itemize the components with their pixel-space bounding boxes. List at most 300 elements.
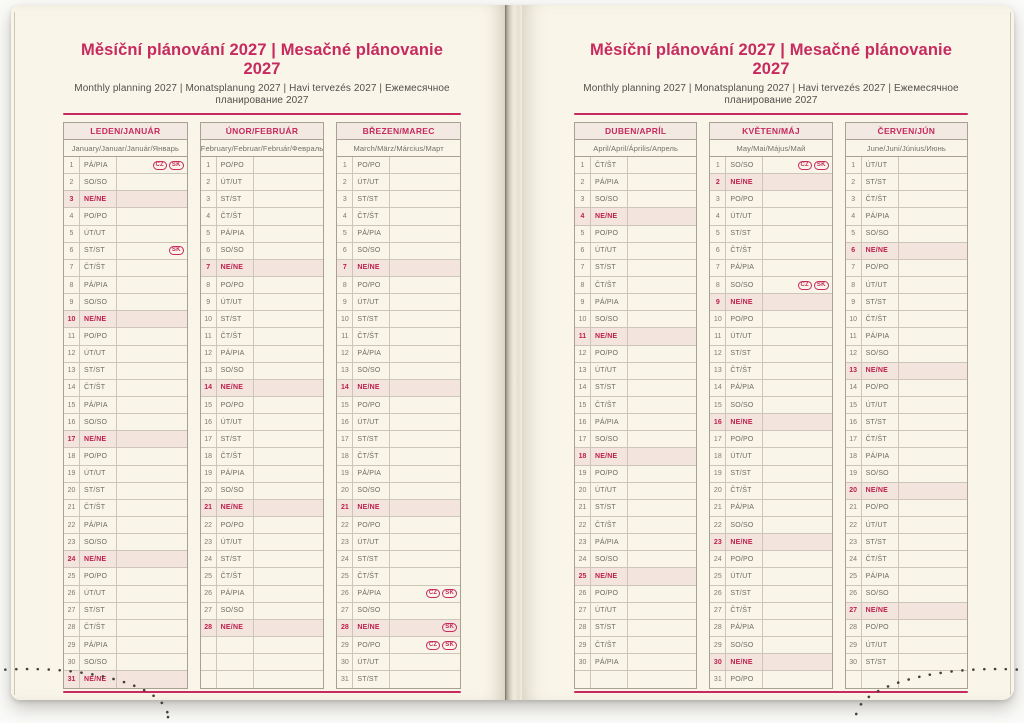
day-row [846,620,967,637]
day-row [710,517,831,534]
day-number: 13 [710,363,726,379]
day-of-week: ÚT/UT [726,208,763,224]
day-notes [117,191,187,207]
day-number: 2 [64,174,80,190]
day-number: 12 [710,346,726,362]
day-of-week: SO/SO [726,277,763,293]
day-of-week: PÁ/PIA [80,517,117,533]
day-row [64,277,187,294]
day-notes [628,603,696,619]
day-row [64,208,187,225]
day-number: 8 [710,277,726,293]
day-number: 17 [201,431,217,447]
day-number: 9 [337,294,353,310]
day-of-week: NE/NE [726,534,763,550]
day-row [201,466,324,483]
months-row [63,122,461,689]
day-number: 19 [64,466,80,482]
day-of-week: ČT/ŠT [217,208,254,224]
day-number: 16 [846,414,862,430]
day-of-week: ST/ST [217,431,254,447]
day-row [201,483,324,500]
day-notes [628,174,696,190]
day-of-week: ČT/ŠT [80,260,117,276]
month-table [845,122,968,689]
day-notes [899,517,967,533]
day-row [337,654,460,671]
day-of-week: PO/PO [80,328,117,344]
day-row [846,586,967,603]
day-notes [899,208,967,224]
day-notes [117,380,187,396]
day-number: 11 [710,328,726,344]
day-notes [899,174,967,190]
day-row [575,551,696,568]
day-notes [117,671,187,688]
day-row [64,294,187,311]
day-of-week: SO/SO [862,346,899,362]
day-notes [390,466,460,482]
day-row [846,551,967,568]
day-notes [390,603,460,619]
day-number: 13 [846,363,862,379]
day-notes [899,380,967,396]
day-notes [899,603,967,619]
day-row [337,586,460,603]
day-notes [763,620,831,636]
day-of-week: ST/ST [862,294,899,310]
day-notes [390,551,460,567]
page-subtitle: Monthly planning 2027 | Monatsplanung 2027 | Havi tervezés 2027 | Ежемесячное планирование 2027 [583,83,959,106]
day-notes [117,414,187,430]
day-number: 22 [201,517,217,533]
day-notes [117,431,187,447]
month-title: LEDEN/JANUÁR [64,123,187,140]
month-table [200,122,325,689]
day-number [201,637,217,653]
day-of-week: ST/ST [80,603,117,619]
holiday-badge-cz: CZ [426,641,440,650]
day-row [846,208,967,225]
day-number: 24 [337,551,353,567]
day-row [575,603,696,620]
day-of-week [591,671,628,688]
day-number: 19 [337,466,353,482]
day-number: 25 [201,568,217,584]
day-of-week: PO/PO [353,157,390,173]
month-languages: May/Mai/Május/Май [710,140,831,157]
day-notes [390,534,460,550]
day-number: 1 [846,157,862,173]
bottom-rule [63,691,461,693]
day-notes [763,603,831,619]
day-of-week: ČT/ŠT [726,483,763,499]
day-number: 28 [337,620,353,636]
day-notes [763,294,831,310]
day-row [64,483,187,500]
day-of-week: ST/ST [726,466,763,482]
day-notes [254,277,324,293]
day-number: 5 [710,226,726,242]
day-of-week [217,637,254,653]
day-number: 15 [64,397,80,413]
day-number: 12 [201,346,217,362]
day-notes [628,500,696,516]
day-number: 19 [575,466,591,482]
day-notes [763,466,831,482]
day-notes [628,620,696,636]
day-notes [763,414,831,430]
day-of-week: ČT/ŠT [862,431,899,447]
day-of-week: SO/SO [726,517,763,533]
day-notes [390,226,460,242]
day-notes [254,328,324,344]
day-row [710,380,831,397]
day-row [575,157,696,174]
day-number: 2 [201,174,217,190]
day-notes [899,157,967,173]
day-number: 6 [64,243,80,259]
day-notes [390,500,460,516]
day-notes [390,671,460,688]
holiday-badge-cz: CZ [798,281,812,290]
day-number [846,671,862,688]
day-of-week: ÚT/UT [726,328,763,344]
day-number: 1 [575,157,591,173]
day-notes [254,174,324,190]
day-of-week: PO/PO [726,551,763,567]
day-row [710,311,831,328]
day-notes [899,191,967,207]
day-number: 25 [337,568,353,584]
day-number: 2 [846,174,862,190]
day-of-week: ČT/ŠT [726,363,763,379]
day-number: 23 [337,534,353,550]
day-notes [254,448,324,464]
day-row [337,534,460,551]
day-of-week: ČT/ŠT [862,551,899,567]
day-row [337,620,460,637]
day-row [337,311,460,328]
day-number: 12 [337,346,353,362]
day-number: 21 [337,500,353,516]
day-row [64,448,187,465]
month-grid [846,157,967,688]
day-of-week: ČT/ŠT [80,620,117,636]
day-of-week: ÚT/UT [862,637,899,653]
day-number: 20 [846,483,862,499]
day-number: 15 [846,397,862,413]
day-number: 6 [710,243,726,259]
day-of-week: ÚT/UT [862,517,899,533]
day-of-week: PÁ/PIA [591,414,628,430]
month-grid [201,157,324,688]
day-row [846,448,967,465]
day-row [64,174,187,191]
day-notes [628,397,696,413]
day-of-week: SO/SO [862,466,899,482]
day-number: 10 [710,311,726,327]
day-number: 27 [846,603,862,619]
day-number: 30 [575,654,591,670]
day-row [710,414,831,431]
day-notes [763,363,831,379]
day-row [64,568,187,585]
day-notes [390,243,460,259]
day-row [201,397,324,414]
day-of-week: PÁ/PIA [353,466,390,482]
day-number: 10 [337,311,353,327]
day-row [575,448,696,465]
day-notes [117,260,187,276]
day-of-week: NE/NE [591,208,628,224]
day-number: 9 [575,294,591,310]
day-number: 17 [337,431,353,447]
day-of-week: PÁ/PIA [726,620,763,636]
day-of-week: SO/SO [353,603,390,619]
page-right [522,5,1014,700]
day-number: 7 [710,260,726,276]
day-number: 30 [710,654,726,670]
day-of-week: ÚT/UT [353,654,390,670]
month-languages: January/Januar/Január/Январь [64,140,187,157]
day-row [710,208,831,225]
day-notes [763,568,831,584]
day-number: 15 [201,397,217,413]
day-of-week: PÁ/PIA [217,586,254,602]
day-notes [117,243,187,259]
day-of-week: ST/ST [862,174,899,190]
day-number: 31 [64,671,80,688]
day-of-week: PÁ/PIA [217,346,254,362]
day-notes [390,620,460,636]
day-of-week: PÁ/PIA [726,260,763,276]
bottom-rule [574,691,968,693]
day-of-week: ÚT/UT [217,414,254,430]
day-of-week: SO/SO [353,483,390,499]
day-number: 8 [337,277,353,293]
day-row [846,174,967,191]
diary-book [11,5,1014,700]
day-number: 2 [337,174,353,190]
day-of-week: ST/ST [353,551,390,567]
day-number: 29 [337,637,353,653]
day-number: 5 [846,226,862,242]
day-of-week: PÁ/PIA [80,397,117,413]
day-row [201,311,324,328]
day-row [710,243,831,260]
day-number: 9 [846,294,862,310]
page-subtitle: Monthly planning 2027 | Monatsplanung 2027 | Havi tervezés 2027 | Ежемесячное планирование 2027 [74,83,450,106]
page-right-content [522,5,1014,700]
holiday-badge-sk: SK [814,161,829,170]
day-row [201,500,324,517]
day-notes [254,671,324,688]
day-notes [117,448,187,464]
holiday-badge-cz: CZ [426,589,440,598]
day-of-week: SO/SO [80,294,117,310]
day-number [201,654,217,670]
day-number: 8 [575,277,591,293]
day-row [201,414,324,431]
day-row [846,226,967,243]
day-notes [628,208,696,224]
day-row [201,431,324,448]
day-row [575,517,696,534]
day-row [710,448,831,465]
day-row [575,568,696,585]
day-notes [254,191,324,207]
day-number: 16 [710,414,726,430]
day-number: 29 [575,637,591,653]
day-number: 18 [64,448,80,464]
day-number: 6 [846,243,862,259]
day-number: 24 [64,551,80,567]
day-notes [390,157,460,173]
day-of-week: SO/SO [353,243,390,259]
day-notes [254,260,324,276]
day-row [846,414,967,431]
day-row [201,517,324,534]
day-notes [117,174,187,190]
month-title: ÚNOR/FEBRUÁR [201,123,324,140]
day-number: 30 [846,654,862,670]
day-row [201,637,324,654]
day-row [710,294,831,311]
day-of-week: ST/ST [80,483,117,499]
day-number: 17 [846,431,862,447]
day-of-week: ST/ST [726,586,763,602]
day-notes [254,483,324,499]
day-row [337,191,460,208]
day-row [201,277,324,294]
day-notes [117,654,187,670]
day-of-week: PÁ/PIA [591,294,628,310]
day-number: 4 [575,208,591,224]
day-of-week: PÁ/PIA [862,208,899,224]
day-number: 26 [575,586,591,602]
day-row [575,397,696,414]
day-of-week: ÚT/UT [353,534,390,550]
day-number: 16 [64,414,80,430]
day-number: 4 [337,208,353,224]
day-notes [763,397,831,413]
day-number: 3 [201,191,217,207]
day-row [846,500,967,517]
day-notes [117,277,187,293]
day-of-week: ČT/ŠT [217,568,254,584]
day-notes [763,448,831,464]
day-of-week: SO/SO [726,637,763,653]
day-number: 18 [846,448,862,464]
day-number: 26 [64,586,80,602]
day-notes [254,431,324,447]
month-title: KVĚTEN/MÁJ [710,123,831,140]
day-number: 11 [201,328,217,344]
month-grid [64,157,187,688]
day-notes [763,551,831,567]
day-of-week: ČT/ŠT [591,397,628,413]
day-of-week: ÚT/UT [80,226,117,242]
day-number: 12 [846,346,862,362]
month-table [63,122,188,689]
day-notes [763,157,831,173]
day-of-week: PO/PO [353,517,390,533]
day-notes [390,174,460,190]
day-number: 14 [575,380,591,396]
day-of-week: PÁ/PIA [80,637,117,653]
holiday-badge-sk: SK [442,641,457,650]
day-number: 29 [846,637,862,653]
day-of-week: ÚT/UT [862,157,899,173]
day-of-week: ST/ST [862,414,899,430]
day-of-week: ST/ST [80,363,117,379]
day-notes [254,208,324,224]
day-of-week: ČT/ŠT [217,448,254,464]
day-notes [628,654,696,670]
day-notes [117,346,187,362]
day-row [846,311,967,328]
day-notes [117,551,187,567]
day-number: 22 [64,517,80,533]
day-row [846,363,967,380]
day-of-week: PO/PO [862,500,899,516]
day-of-week: ÚT/UT [591,603,628,619]
day-of-week: ČT/ŠT [726,603,763,619]
day-notes [899,294,967,310]
month-title: DUBEN/APRÍL [575,123,696,140]
day-row [337,414,460,431]
day-row [575,328,696,345]
day-row [575,431,696,448]
day-number: 18 [201,448,217,464]
day-notes [254,603,324,619]
month-table [574,122,697,689]
day-number: 24 [575,551,591,567]
day-notes [763,517,831,533]
day-notes [628,551,696,567]
day-of-week: ÚT/UT [862,397,899,413]
day-notes [628,243,696,259]
day-of-week: ÚT/UT [591,243,628,259]
month-title: BŘEZEN/MAREC [337,123,460,140]
day-row [710,277,831,294]
day-of-week: ČT/ŠT [80,500,117,516]
day-number: 4 [846,208,862,224]
day-notes [117,294,187,310]
day-number: 26 [846,586,862,602]
day-row [846,243,967,260]
day-row [337,243,460,260]
day-notes [899,260,967,276]
day-of-week: SO/SO [862,226,899,242]
day-row [846,294,967,311]
day-number: 8 [201,277,217,293]
day-row [710,483,831,500]
months-row [574,122,968,689]
day-row [575,208,696,225]
day-of-week: SO/SO [217,363,254,379]
day-row [64,414,187,431]
day-notes [390,294,460,310]
day-notes [628,568,696,584]
day-notes [628,157,696,173]
day-notes [899,551,967,567]
day-notes [254,157,324,173]
day-of-week: ÚT/UT [591,363,628,379]
day-row [64,431,187,448]
day-of-week: ÚT/UT [353,294,390,310]
